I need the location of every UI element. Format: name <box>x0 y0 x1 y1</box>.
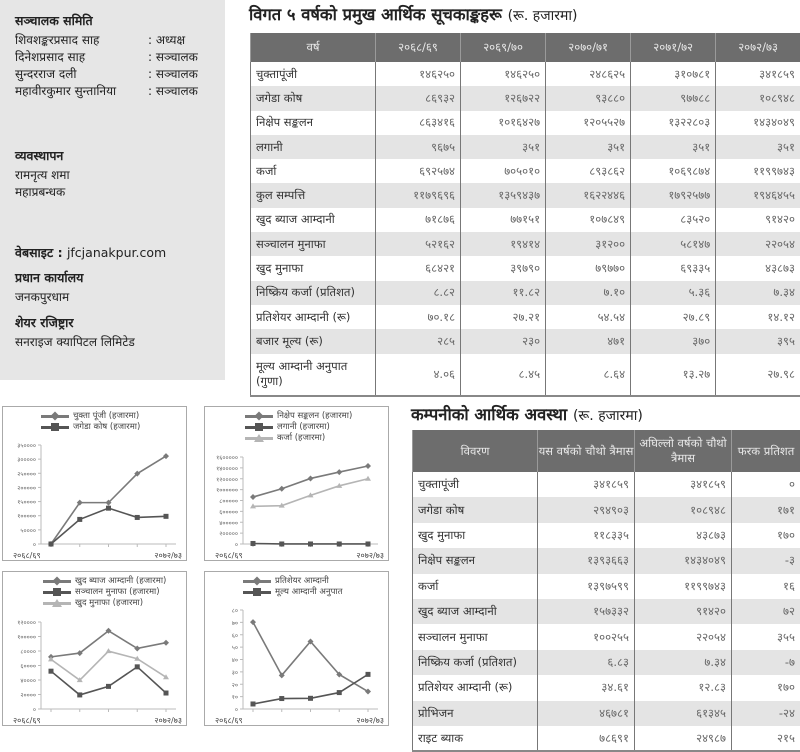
y-tick-label: २० <box>232 682 238 689</box>
row-label: राइट ब्याक <box>413 726 538 751</box>
data-point <box>279 486 285 492</box>
cell-value: ४७१ <box>546 329 631 353</box>
data-point <box>163 640 169 646</box>
y-tick-label: ६०००० <box>20 663 36 670</box>
column-header: वर्ष <box>251 33 376 62</box>
y-tick-label: ५०००० <box>20 527 36 534</box>
table-row <box>251 232 800 256</box>
cell-value: २२०५४ <box>635 624 732 649</box>
column-header: २०७२/७३ <box>716 33 800 62</box>
chart-eps-pe <box>204 571 389 726</box>
cell-value: ० <box>732 472 800 497</box>
cell-value: ९६७५ <box>376 135 461 159</box>
cell-value: ७.१० <box>546 281 631 305</box>
data-point <box>337 690 342 695</box>
legend-label: प्रतिशेयर आम्दानी <box>275 576 329 587</box>
series-line <box>253 622 368 691</box>
table-row <box>251 159 800 183</box>
cell-value: २२०५४ <box>716 232 800 256</box>
legend-label: लगानी (हजारमा) <box>277 422 330 433</box>
cell-value: १७१ <box>732 497 800 522</box>
row-label: निष्क्रिय कर्जा (प्रतिशत) <box>251 281 376 305</box>
cell-value: ८६३४१६ <box>376 111 461 135</box>
registrar-heading: शेयर रजिष्ट्रार <box>15 314 210 331</box>
y-tick-label: १० <box>232 694 238 701</box>
cell-value: ५४.५४ <box>546 305 631 329</box>
data-point <box>164 691 169 696</box>
cell-value: १४३४०४९ <box>635 548 732 573</box>
y-tick-label: १२०००० <box>17 620 36 627</box>
x-tick-label: २०६८/६९ <box>215 551 243 560</box>
cell-value: २९४९०३ <box>538 497 635 522</box>
y-tick-label: ८००००० <box>219 498 238 505</box>
cell-value: ३५१ <box>716 135 800 159</box>
y-tick-label: ८०००० <box>20 649 36 656</box>
row-label: जगेडा कोष <box>413 497 538 522</box>
cell-value: ८.८२ <box>376 281 461 305</box>
cell-value: ७.३४ <box>716 281 800 305</box>
y-tick-label: १६००००० <box>216 455 238 462</box>
board-heading: सञ्चालक समिति <box>15 12 210 29</box>
data-point <box>106 648 112 653</box>
cell-value: ११७९६९६ <box>376 183 461 207</box>
data-point <box>365 463 371 469</box>
row-label: खुद मुनाफा <box>251 256 376 280</box>
five-year-title <box>249 2 577 25</box>
chart-plot <box>205 407 390 562</box>
cell-value: ८.४५ <box>461 354 546 396</box>
cell-value: २७.८९ <box>631 305 716 329</box>
cell-value: १७९२५७७ <box>631 183 716 207</box>
cell-value: ११९९७४३ <box>716 159 800 183</box>
member-role: : सञ्चालक <box>148 66 198 83</box>
y-tick-label: ४००००० <box>219 520 238 527</box>
table-row <box>251 305 800 329</box>
member-name: शिवशङ्करप्रसाद साह <box>15 32 148 49</box>
legend-label: निक्षेप सङ्कलन (हजारमा) <box>277 411 352 422</box>
company-status-unit: (रू. हजारमा) <box>573 408 643 424</box>
cell-value: ९३८८० <box>546 86 631 110</box>
cell-value: १३२२८०३ <box>631 111 716 135</box>
row-label: खुद ब्याज आम्दानी <box>413 599 538 624</box>
data-point <box>279 541 284 546</box>
x-tick-label: २०७२/७३ <box>154 716 182 725</box>
cell-value: ७९७७० <box>546 256 631 280</box>
member-name: दिनेशप्रसाद साह <box>15 49 148 66</box>
cell-value: १०८९४८ <box>635 497 732 522</box>
data-point <box>365 476 371 481</box>
cell-value: ३५१ <box>546 135 631 159</box>
cell-value: २१५ <box>732 726 800 751</box>
chart-plot <box>205 572 390 727</box>
data-point <box>164 514 169 519</box>
cell-value: -२४ <box>732 701 800 726</box>
data-point <box>308 475 314 481</box>
row-label: लगानी <box>251 135 376 159</box>
data-point <box>106 506 111 511</box>
y-tick-label: ० <box>33 707 36 714</box>
legend-label: सञ्चालन मुनाफा (हजारमा) <box>75 587 160 598</box>
member-name: सुन्दरराज दली <box>15 66 148 83</box>
cell-value: १४६२५० <box>376 62 461 86</box>
y-tick-label: १५०००० <box>17 499 36 506</box>
board-member <box>15 66 210 83</box>
table-row <box>413 599 800 624</box>
cell-value: ३५१ <box>631 135 716 159</box>
cell-value: १४.१२ <box>716 305 800 329</box>
cell-value: ११९९७४३ <box>635 574 732 599</box>
cell-value: ३९५ <box>716 329 800 353</box>
data-point <box>49 669 54 674</box>
y-tick-label: ३००००० <box>17 457 36 464</box>
cell-value: १३९७५९९ <box>538 574 635 599</box>
table-row <box>413 472 800 497</box>
y-tick-label: २००००० <box>17 485 36 492</box>
table-row <box>251 256 800 280</box>
registrar: सनराइज क्यापिटल लिमिटेड <box>15 334 210 351</box>
cell-value: १३९३६६३ <box>538 548 635 573</box>
data-point <box>250 619 256 625</box>
data-point <box>251 541 256 546</box>
y-tick-label: ० <box>33 542 36 549</box>
y-tick-label: ८० <box>232 608 238 615</box>
table-row <box>251 329 800 353</box>
data-point <box>77 517 82 522</box>
table-row <box>413 675 800 700</box>
cell-value: ३५५ <box>732 624 800 649</box>
board-member <box>15 83 210 100</box>
y-tick-label: ४० <box>232 657 238 664</box>
data-point <box>49 542 54 547</box>
row-label: चुक्तापूंजी <box>251 62 376 86</box>
cell-value: २४९८७ <box>635 726 732 751</box>
cell-value: २७.९८ <box>716 354 800 396</box>
cell-value: १२०५५२७ <box>546 111 631 135</box>
cell-value: ३१०७८१ <box>631 62 716 86</box>
member-role: : सञ्चालक <box>148 49 198 66</box>
cell-value: ३७० <box>631 329 716 353</box>
y-tick-label: २००००० <box>219 531 238 538</box>
member-role: : सञ्चालक <box>148 83 198 100</box>
head-office-heading: प्रधान कार्यालय <box>15 269 210 286</box>
chart-income-profit <box>2 571 187 726</box>
table-row <box>413 497 800 522</box>
table-row <box>251 62 800 86</box>
y-tick-label: ६० <box>232 632 238 639</box>
cell-value: ४३८७३ <box>716 256 800 280</box>
data-point <box>106 684 111 689</box>
cell-value: १०१६४२७ <box>461 111 546 135</box>
cell-value: २४८६२५ <box>546 62 631 86</box>
chart-capital-reserve <box>2 406 187 561</box>
y-tick-label: १४००००० <box>216 465 238 472</box>
cell-value: १३५९४३७ <box>461 183 546 207</box>
table-header-row <box>413 430 800 472</box>
legend-label: खुद ब्याज आम्दानी (हजारमा) <box>75 576 166 587</box>
data-point <box>250 494 256 500</box>
cell-value: १६२२४४६ <box>546 183 631 207</box>
column-header: २०६८/६९ <box>376 33 461 62</box>
website-link[interactable]: jfcjanakpur.com <box>67 245 166 260</box>
data-point <box>251 701 256 706</box>
x-tick-label: २०६८/६९ <box>215 716 243 725</box>
y-tick-label: ७० <box>232 620 238 627</box>
manager-name: रामनृत्य शमा <box>15 167 210 184</box>
cell-value: १४६२५० <box>461 62 546 86</box>
row-label: कर्जा <box>251 159 376 183</box>
cell-value: १३.२७ <box>631 354 716 396</box>
cell-value: ७८६९१ <box>538 726 635 751</box>
cell-value: १७० <box>732 675 800 700</box>
cell-value: ५.३६ <box>631 281 716 305</box>
table-row <box>413 523 800 548</box>
five-year-unit: (रू. हजारमा) <box>508 8 578 24</box>
member-role: : अध्यक्ष <box>148 32 185 49</box>
cell-value: १००२५५ <box>538 624 635 649</box>
table-row <box>413 650 800 675</box>
management-heading: व्यवस्थापन <box>15 147 210 164</box>
y-tick-label: ४०००० <box>20 678 36 685</box>
cell-value: ८६९३२ <box>376 86 461 110</box>
row-label: चुक्तापूंजी <box>413 472 538 497</box>
table-row <box>251 281 800 305</box>
row-label: जगेडा कोष <box>251 86 376 110</box>
y-tick-label: ३५०००० <box>17 443 36 450</box>
cell-value: ५८१४७ <box>631 232 716 256</box>
cell-value: २८५ <box>376 329 461 353</box>
website-line <box>15 244 210 261</box>
board-member <box>15 49 210 66</box>
cell-value: ८.६४ <box>546 354 631 396</box>
data-point <box>77 692 82 697</box>
legend-label: जगेडा कोष (हजारमा) <box>73 422 140 433</box>
company-status-title <box>411 402 643 425</box>
table-row <box>251 111 800 135</box>
cell-value: ४६७८१ <box>538 701 635 726</box>
cell-value: ३९७९० <box>461 256 546 280</box>
board-member <box>15 32 210 49</box>
cell-value: १९४१४ <box>461 232 546 256</box>
y-tick-label: ३० <box>232 669 238 676</box>
data-point <box>135 515 140 520</box>
column-header: २०६९/७० <box>461 33 546 62</box>
table-row <box>413 548 800 573</box>
column-header: यस वर्षको चौथो त्रैमास <box>538 430 635 472</box>
cell-value: १२.८३ <box>635 675 732 700</box>
cell-value: १९४६४५५ <box>716 183 800 207</box>
cell-value: ३४१८५९ <box>635 472 732 497</box>
column-header: २०७०/७१ <box>546 33 631 62</box>
legend-label: खुद मुनाफा (हजारमा) <box>75 598 143 609</box>
cell-value: १६ <box>732 574 800 599</box>
chart-deposit-investment-loan <box>204 406 389 561</box>
company-status-title-text: कम्पनीको आर्थिक अवस्था <box>411 405 567 424</box>
cell-value: ७२ <box>732 599 800 624</box>
row-label: निक्षेप सङ्कलन <box>413 548 538 573</box>
row-label: कर्जा <box>413 574 538 599</box>
cell-value: ९१४२० <box>716 208 800 232</box>
table-row <box>251 135 800 159</box>
legend-label: मूल्य आम्दानी अनुपात <box>275 587 342 598</box>
y-tick-label: २०००० <box>20 692 36 699</box>
column-header: विवरण <box>413 430 538 472</box>
head-office: जनकपुरधाम <box>15 289 210 306</box>
table-row <box>413 574 800 599</box>
y-tick-label: ० <box>235 707 238 714</box>
table-row <box>413 624 800 649</box>
cell-value: ९७७८८ <box>631 86 716 110</box>
cell-value: ३१२०० <box>546 232 631 256</box>
cell-value: ३४१८५९ <box>538 472 635 497</box>
cell-value: ६९२५७४ <box>376 159 461 183</box>
cell-value: ७०५०१० <box>461 159 546 183</box>
y-tick-label: ० <box>235 542 238 549</box>
y-tick-label: १०००००० <box>216 487 238 494</box>
legend-label: कर्जा (हजारमा) <box>277 433 325 444</box>
row-label: निक्षेप सङ्कलन <box>251 111 376 135</box>
cell-value: ११.८२ <box>461 281 546 305</box>
manager-title: महाप्रबन्धक <box>15 184 210 201</box>
row-label: खुद ब्याज आम्दानी <box>251 208 376 232</box>
row-label: प्रतिशेयर आम्दानी (रू) <box>251 305 376 329</box>
x-tick-label: २०६८/६९ <box>13 551 41 560</box>
cell-value: १०६९८७४ <box>631 159 716 183</box>
data-point <box>337 541 342 546</box>
website-label: वेबसाइट : <box>15 245 63 260</box>
cell-value: १५७३३२ <box>538 599 635 624</box>
cell-value: २३० <box>461 329 546 353</box>
x-tick-label: २०७२/७३ <box>356 551 384 560</box>
x-tick-label: २०७२/७३ <box>356 716 384 725</box>
five-year-title-text: विगत ५ वर्षको प्रमुख आर्थिक सूचकाङ्कहरू <box>249 5 502 24</box>
data-point <box>308 696 313 701</box>
y-tick-label: ६००००० <box>219 509 238 516</box>
row-label: सञ्चालन मुनाफा <box>413 624 538 649</box>
cell-value: ८३५२० <box>631 208 716 232</box>
cell-value: ७७१५१ <box>461 208 546 232</box>
cell-value: १०८९४८ <box>716 86 800 110</box>
data-point <box>336 469 342 475</box>
cell-value: ७.३४ <box>635 650 732 675</box>
cell-value: ६१३४५ <box>635 701 732 726</box>
five-year-indicators-table <box>250 33 800 397</box>
cell-value: ५२१६२ <box>376 232 461 256</box>
member-name: महावीरकुमार सुन्तानिया <box>15 83 148 100</box>
cell-value: ७१८७६ <box>376 208 461 232</box>
y-tick-label: १२००००० <box>216 476 238 483</box>
column-header: २०७१/७२ <box>631 33 716 62</box>
row-label: प्रोभिजन <box>413 701 538 726</box>
chart-plot <box>3 572 188 727</box>
table-header-row <box>251 33 800 62</box>
x-tick-label: २०७२/७३ <box>154 551 182 560</box>
cell-value: ८९३८६२ <box>546 159 631 183</box>
legend-label: चुक्ता पूंजी (हजारमा) <box>73 411 139 422</box>
cell-value: ३४.६१ <box>538 675 635 700</box>
column-header: फरक प्रतिशत <box>732 430 800 472</box>
data-point <box>135 664 140 669</box>
data-point <box>366 541 371 546</box>
cell-value: -७ <box>732 650 800 675</box>
row-label: सञ्चालन मुनाफा <box>251 232 376 256</box>
cell-value: ३५१ <box>461 135 546 159</box>
table-row <box>251 86 800 110</box>
column-header: अघिल्लो वर्षको चौथो त्रैमास <box>635 430 732 472</box>
row-label: मूल्य आम्दानी अनुपात (गुणा) <box>251 354 376 396</box>
cell-value: ६८४२१ <box>376 256 461 280</box>
y-tick-label: ५० <box>232 645 238 652</box>
y-tick-label: १००००० <box>17 634 36 641</box>
data-point <box>279 696 284 701</box>
cell-value: ४.०६ <box>376 354 461 396</box>
series-line <box>51 508 166 544</box>
data-point <box>366 672 371 677</box>
y-tick-label: १००००० <box>17 513 36 520</box>
cell-value: २७.२१ <box>461 305 546 329</box>
company-status-table <box>412 430 800 752</box>
cell-value: ३४१८५९ <box>716 62 800 86</box>
cell-value: १२६७२२ <box>461 86 546 110</box>
cell-value: ६.८३ <box>538 650 635 675</box>
cell-value: ९१४२० <box>635 599 732 624</box>
table-row <box>413 701 800 726</box>
table-row <box>413 726 800 751</box>
cell-value: १०७८४९ <box>546 208 631 232</box>
y-tick-label: २५०००० <box>17 471 36 478</box>
company-info-panel <box>0 0 225 380</box>
row-label: खुद मुनाफा <box>413 523 538 548</box>
row-label: कुल सम्पत्ति <box>251 183 376 207</box>
cell-value: ६९३३५ <box>631 256 716 280</box>
x-tick-label: २०६८/६९ <box>13 716 41 725</box>
data-point <box>308 541 313 546</box>
cell-value: -३ <box>732 548 800 573</box>
row-label: प्रतिशेयर आम्दानी (रू) <box>413 675 538 700</box>
table-row <box>251 208 800 232</box>
cell-value: ४३८७३ <box>635 523 732 548</box>
series-line <box>51 651 166 680</box>
row-label: बजार मूल्य (रू) <box>251 329 376 353</box>
table-row <box>251 354 800 396</box>
cell-value: १७० <box>732 523 800 548</box>
cell-value: १४३४०४९ <box>716 111 800 135</box>
row-label: निष्क्रिय कर्जा (प्रतिशत) <box>413 650 538 675</box>
cell-value: ११८३३५ <box>538 523 635 548</box>
chart-plot <box>3 407 188 562</box>
cell-value: ७०.१८ <box>376 305 461 329</box>
table-row <box>251 183 800 207</box>
